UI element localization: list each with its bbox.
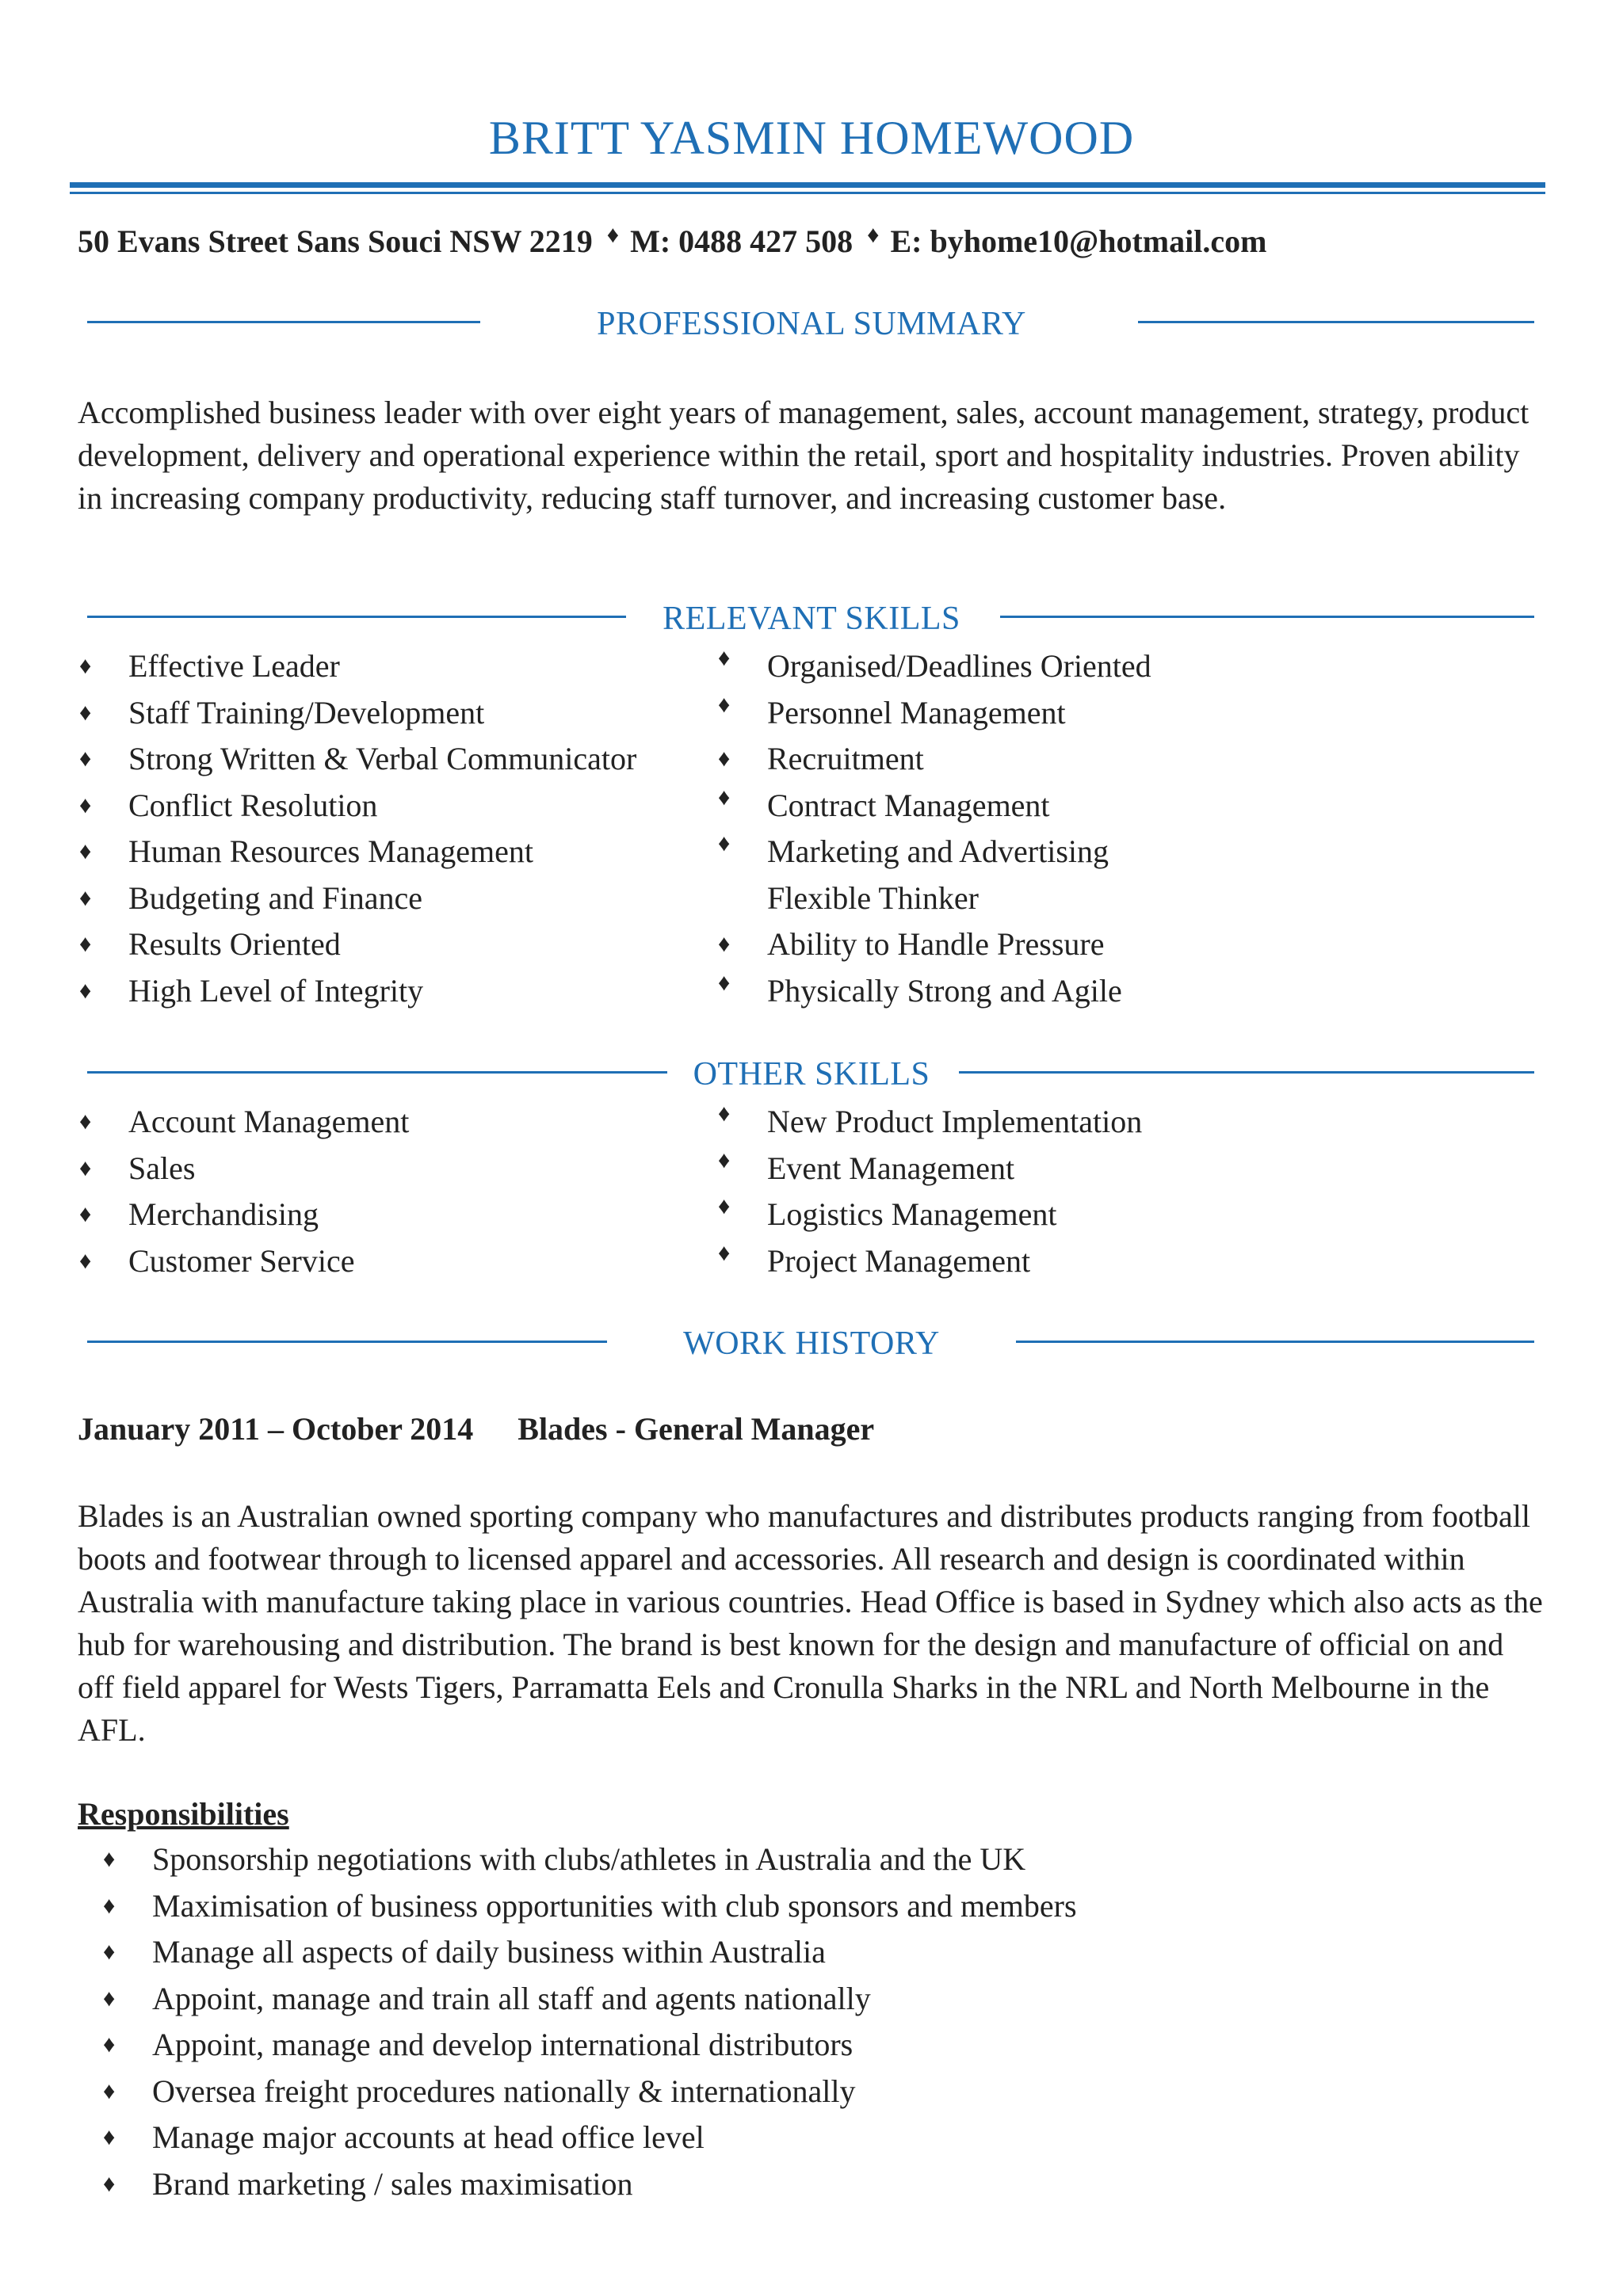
section-rule-right [1000,616,1534,618]
list-item: ♦ Ability to Handle Pressure [718,921,1151,968]
contact-line [78,222,1504,260]
other-skills-left-list [79,1099,409,1284]
list-item: ♦ Project Management [718,1238,1142,1285]
diamond-bullet-icon: ♦ [718,931,731,957]
list-item: Flexible Thinker [767,879,979,916]
list-item: ♦ Effective Leader [79,643,636,690]
diamond-bullet-icon: ♦ [79,977,92,1004]
list-item: ♦ Staff Training/Development [79,690,636,737]
diamond-bullet-icon: ♦ [718,969,731,996]
diamond-bullet-icon: ♦ [718,1239,731,1266]
section-title: PROFESSIONAL SUMMARY [597,306,1026,342]
list-item: ♦ Recruitment [718,736,1151,783]
section-title: WORK HISTORY [683,1325,940,1362]
job-dates: January 2011 – October 2014 [78,1411,474,1447]
diamond-icon: ♦ [867,222,880,248]
list-item: ♦ Account Management [79,1099,409,1146]
list-item: ♦ Appoint, manage and develop international distributors [103,2022,1077,2069]
list-item: ♦ Manage all aspects of daily business within Australia [103,1929,1077,1976]
list-item: ♦ Logistics Management [718,1192,1142,1238]
contact-email: E: byhome10@hotmail.com [890,223,1267,259]
summary-paragraph: Accomplished business leader with over eight years of management, sales, account management, strategy, product development, delivery and operational experience within the retail, sport and hospitality industries. Proven ability in increasing company productivity, reducing staff turnover, and increasing customer base. [78,395,1529,516]
diamond-bullet-icon: ♦ [103,1985,116,2012]
diamond-icon: ♦ [606,222,620,248]
list-item: ♦ High Level of Integrity [79,968,636,1015]
diamond-bullet-icon: ♦ [103,1892,116,1919]
diamond-bullet-icon: ♦ [79,1108,92,1135]
diamond-bullet-icon: ♦ [103,2031,116,2058]
diamond-bullet-icon: ♦ [103,2077,116,2104]
candidate-name: BRITT YASMIN HOMEWOOD [488,112,1135,164]
list-item: ♦ Customer Service [79,1238,409,1285]
diamond-bullet-icon: ♦ [103,2124,116,2150]
section-header-work-history [0,1325,1623,1372]
list-item: ♦ Sponsorship negotiations with clubs/athletes in Australia and the UK [103,1836,1077,1883]
section-header-relevant-skills [0,600,1623,647]
diamond-bullet-icon: ♦ [79,653,92,679]
list-item: ♦ Sales [79,1146,409,1192]
list-item: ♦ Appoint, manage and train all staff and agents nationally [103,1976,1077,2023]
list-item: ♦ Strong Written & Verbal Communicator [79,736,636,783]
diamond-bullet-icon: ♦ [718,830,731,856]
job-heading [78,1410,874,1447]
diamond-bullet-icon: ♦ [79,1154,92,1181]
job-role: Blades - General Manager [517,1411,875,1447]
header-rule-thin [70,192,1545,194]
diamond-bullet-icon: ♦ [79,791,92,818]
diamond-bullet-icon: ♦ [103,2170,116,2197]
section-header-professional-summary [0,305,1623,353]
section-header-other-skills [0,1055,1623,1103]
diamond-bullet-icon: ♦ [79,746,92,772]
header-rule-thick [70,182,1545,188]
diamond-bullet-icon: ♦ [718,691,731,718]
diamond-bullet-icon: ♦ [718,1193,731,1219]
diamond-bullet-icon: ♦ [79,1247,92,1274]
list-item: ♦ Conflict Resolution [79,783,636,830]
diamond-bullet-icon: ♦ [103,1939,116,1965]
responsibilities-heading: Responsibilities [78,1796,289,1832]
list-item: ♦ Budgeting and Finance [79,875,636,922]
diamond-bullet-icon: ♦ [718,645,731,671]
contact-phone: M: 0488 427 508 [630,223,854,259]
relevant-skills-right-list [718,643,1151,1014]
list-item: ♦ Contract Management [718,783,1151,830]
list-item: ♦ Human Resources Management [79,829,636,875]
list-item: ♦ Brand marketing / sales maximisation [103,2161,1077,2208]
list-item: ♦ Maximisation of business opportunities with club sponsors and members [103,1883,1077,1930]
section-rule-right [959,1071,1534,1074]
diamond-bullet-icon: ♦ [718,746,731,772]
diamond-bullet-icon: ♦ [79,931,92,957]
section-title: RELEVANT SKILLS [663,601,960,637]
diamond-bullet-icon: ♦ [718,1100,731,1127]
list-item: ♦ Organised/Deadlines Oriented [718,643,1151,690]
list-item: ♦ Physically Strong and Agile [718,968,1151,1015]
list-item: ♦ Marketing and Advertising [718,829,1151,875]
diamond-bullet-icon: ♦ [79,884,92,911]
list-item: ♦ New Product Implementation [718,1099,1142,1146]
section-rule-right [1016,1341,1534,1343]
other-skills-right-list [718,1099,1142,1284]
list-item: ♦ Oversea freight procedures nationally & internationally [103,2069,1077,2115]
list-item: ♦ Manage major accounts at head office level [103,2115,1077,2161]
section-title: OTHER SKILLS [693,1056,930,1093]
section-rule-right [1138,321,1534,323]
diamond-bullet-icon: ♦ [103,1846,116,1872]
relevant-skills-left-list [79,643,636,1014]
diamond-bullet-icon: ♦ [79,838,92,864]
diamond-bullet-icon: ♦ [718,784,731,810]
job-description: Blades is an Australian owned sporting company who manufactures and distributes products ranging from football boots and footwear through to licensed apparel and accessories. All research and design is coordinated within Australia with manufacture taking place in various countries. Head Office is based in Sydney which also acts as the hub for warehousing and distribution. The brand is best known for the design and manufacture of official on and off field apparel for Wests Tigers, Parramatta Eels and Cronulla Sharks in the NRL and North Melbourne in the AFL. [78,1498,1543,1748]
responsibilities-list [103,1836,1077,2207]
list-item: ♦ Merchandising [79,1192,409,1238]
list-item: ♦ Personnel Management [718,690,1151,737]
contact-address: 50 Evans Street Sans Souci NSW 2219 [78,223,593,259]
list-item: ♦ Results Oriented [79,921,636,968]
diamond-bullet-icon: ♦ [79,699,92,726]
diamond-bullet-icon: ♦ [79,1201,92,1227]
list-item: ♦ Event Management [718,1146,1142,1192]
diamond-bullet-icon: ♦ [718,1146,731,1173]
